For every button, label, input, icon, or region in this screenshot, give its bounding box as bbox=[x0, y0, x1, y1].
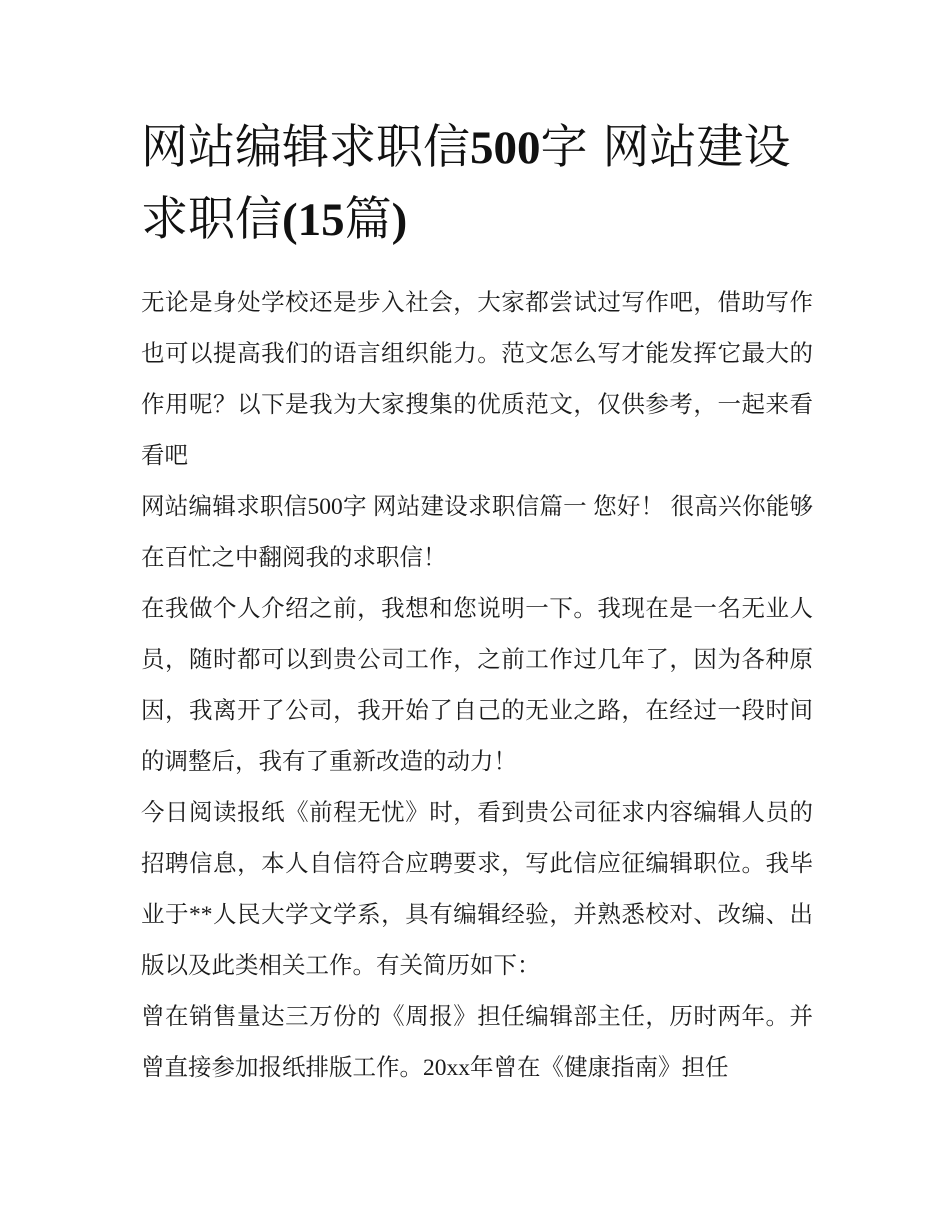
document-body bbox=[141, 278, 813, 1094]
paragraph-intro: 无论是身处学校还是步入社会，大家都尝试过写作吧，借助写作也可以提高我们的语言组织能力。范文怎么写才能发挥它最大的作用呢？以下是我为大家搜集的优质范文，仅供参考，一起来看看吧 bbox=[141, 290, 813, 469]
paragraph-self-intro: 在我做个人介绍之前，我想和您说明一下。我现在是一名无业人员，随时都可以到贵公司工作，之前工作过几年了，因为各种原因，我离开了公司，我开始了自己的无业之路，在经过一段时间的调整后，我有了重新改造的动力！ bbox=[141, 596, 813, 775]
paragraph-greeting: 网站编辑求职信500字 网站建设求职信篇一 您好！ 很高兴你能够在百忙之中翻阅我的求职信！ bbox=[141, 494, 813, 571]
document-content bbox=[141, 112, 813, 1094]
document-title: 网站编辑求职信500字 网站建设求职信(15篇) bbox=[141, 120, 791, 247]
paragraph-application: 今日阅读报纸《前程无忧》时，看到贵公司征求内容编辑人员的招聘信息，本人自信符合应聘要求，写此信应征编辑职位。我毕业于**人民大学文学系，具有编辑经验，并熟悉校对、改编、出版以及此类相关工作。有关简历如下： bbox=[141, 800, 813, 979]
paragraph-experience: 曾在销售量达三万份的《周报》担任编辑部主任，历时两年。并曾直接参加报纸排版工作。20xx年曾在《健康指南》担任 bbox=[141, 1004, 813, 1081]
